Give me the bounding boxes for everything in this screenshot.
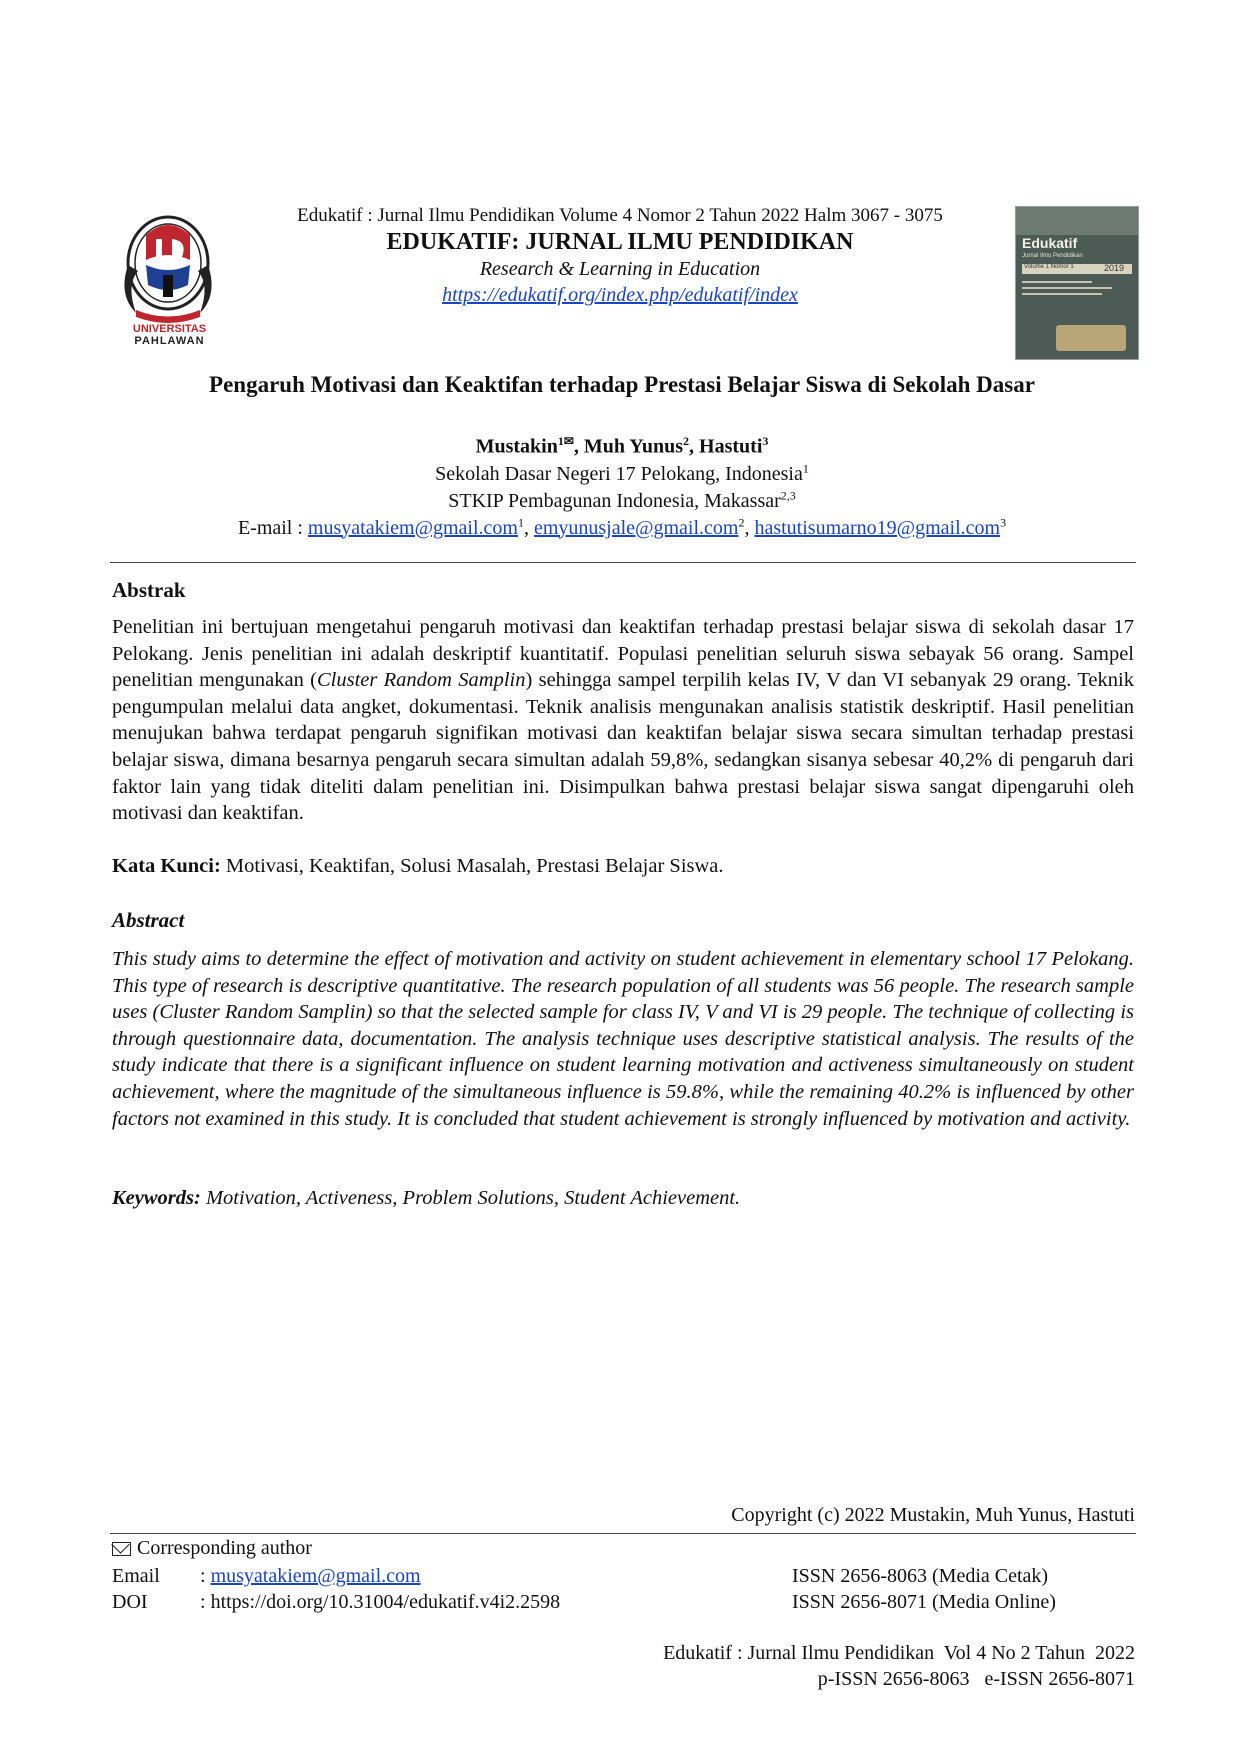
cover-volume: Volume 1 Nomor 1 (1024, 264, 1074, 270)
university-logo (116, 205, 221, 355)
envelope-icon (112, 1542, 131, 1556)
journal-cover-image (1015, 206, 1139, 360)
issn-print: ISSN 2656-8063 (Media Cetak) (792, 1565, 1049, 1587)
affiliation-1: Sekolah Dasar Negeri 17 Pelokang, Indonesia$^1$ (435, 461, 809, 485)
author-3: Hastuti (699, 435, 763, 458)
logo-text-pahlawan: PAHLAWAN (134, 335, 205, 347)
cover-subtitle: Jurnal Ilmu Pendidikan (1022, 253, 1083, 259)
footer-email-value: : musyatakiem@gmail.com (200, 1565, 421, 1587)
journal-header (250, 204, 990, 308)
email-link-2[interactable]: emyunusjale@gmail.com (533, 516, 739, 539)
footer-email-label: Email (112, 1565, 160, 1587)
author-1: Mustakin (475, 435, 558, 458)
email-link-3[interactable]: hastutisumarno19@gmail.com (754, 516, 1001, 539)
cover-title: Edukatif (1022, 235, 1078, 251)
email-line: E-mail : musyatakiem@gmail.com$^1$, emyunusjale@gmail.com$^2$, hastutisumarno19@gmail.com$^3$ (237, 515, 1007, 539)
paper-title: Pengaruh Motivasi dan Keaktifan terhadap Prestasi Belajar Siswa di Sekolah Dasar (209, 372, 1035, 397)
journal-tagline: Research & Learning in Education (479, 258, 761, 280)
divider-top (110, 562, 1136, 563)
corresponding-author: Corresponding author (112, 1537, 312, 1560)
author-2: Muh Yunus (583, 435, 684, 458)
footer-journal-line: Edukatif : Jurnal Ilmu Pendidikan Vol 4 No 2 Tahun 2022 (663, 1642, 1135, 1664)
abstract-heading: Abstract (112, 908, 185, 932)
page-footer (500, 1640, 1135, 1692)
footer-issn-line: p-ISSN 2656-8063 e-ISSN 2656-8071 (817, 1668, 1135, 1690)
keywords: Keywords: Motivation, Activeness, Problem Solutions, Student Achievement. (112, 1187, 741, 1209)
author-block (112, 428, 1132, 542)
author-names: Mustakin$^{1✉}$, Muh Yunus$^2$, Hastuti$^3$ (475, 434, 769, 458)
issn-online: ISSN 2656-8071 (Media Online) (792, 1591, 1056, 1613)
email-link-1[interactable]: musyatakiem@gmail.com (307, 516, 518, 539)
footer-doi-value: : https://doi.org/10.31004/edukatif.v4i2.2598 (200, 1591, 561, 1613)
abstrak-text: Penelitian ini bertujuan mengetahui pengaruh motivasi dan keaktifan terhadap prestasi belajar siswa di sekolah dasar 17 Pelokang. Jenis penelitian ini adalah deskriptif kuantitatif. Populasi penelitian seluruh siswa sebayak 56 orang. Sampel penelitian mengunakan (Cluster Random Samplin) sehingga sampel terpilih kelas IV, V dan VI sebanyak 29 orang. Teknik pengumpulan melalui data angket, dokumentasi. Teknik analisis mengunakan analisis statistik deskriptif. Hasil penelitian menujukan bahwa terdapat pengaruh signifikan motivasi dan keaktifan belajar siswa secara simultan terhadap prestasi belajar siswa, dimana besarnya pengaruh secara simultan adalah 59,8%, sedangkan sisanya sebesar 40,2% di pengaruh dari faktor lain yang tidak diteliti dalam penelitian ini. Disimpulkan bahwa prestasi belajar siswa sangat dipengaruhi oleh motivasi dan keaktifan. (112, 616, 1134, 825)
footer-doi-label: DOI (112, 1591, 148, 1613)
logo-text-universitas: UNIVERSITAS (132, 323, 207, 335)
abstract-text: This study aims to determine the effect of motivation and activity on student achievement in elementary school 17 Pelokang. This type of research is descriptive quantitative. The research population of all students was 56 people. The research sample uses (Cluster Random Samplin) so that the selected sample for class IV, V and VI is 29 people. The technique of collecting is through questionnaire data, documentation. The analysis technique uses descriptive statistical analysis. The results of the study indicate that there is a significant influence on student learning motivation and activeness simultaneously on student achievement, where the magnitude of the simultaneous influence is 59.8%, while the remaining 40.2% is influenced by other factors not examined in this study. It is concluded that student achievement is strongly influenced by motivation and activity. (112, 948, 1134, 1130)
journal-url-link[interactable]: https://edukatif.org/index.php/edukatif/index (442, 284, 798, 306)
divider-bottom (110, 1533, 1136, 1534)
abstrak-heading: Abstrak (112, 578, 186, 602)
affiliation-2: STKIP Pembagunan Indonesia, Makassar$^{2,3}$ (448, 488, 796, 512)
cover-year: 2019 (1104, 263, 1125, 273)
envelope-icon: ✉ (563, 434, 574, 448)
kata-kunci: Kata Kunci: Motivasi, Keaktifan, Solusi Masalah, Prestasi Belajar Siswa. (112, 855, 724, 877)
copyright-notice: Copyright (c) 2022 Mustakin, Muh Yunus, Hastuti (731, 1504, 1135, 1526)
footer-email-link[interactable]: musyatakiem@gmail.com (210, 1565, 421, 1587)
journal-volume-line: Edukatif : Jurnal Ilmu Pendidikan Volume 4 Nomor 2 Tahun 2022 Halm 3067 - 3075 (297, 205, 943, 226)
journal-name: EDUKATIF: JURNAL ILMU PENDIDIKAN (386, 229, 854, 255)
